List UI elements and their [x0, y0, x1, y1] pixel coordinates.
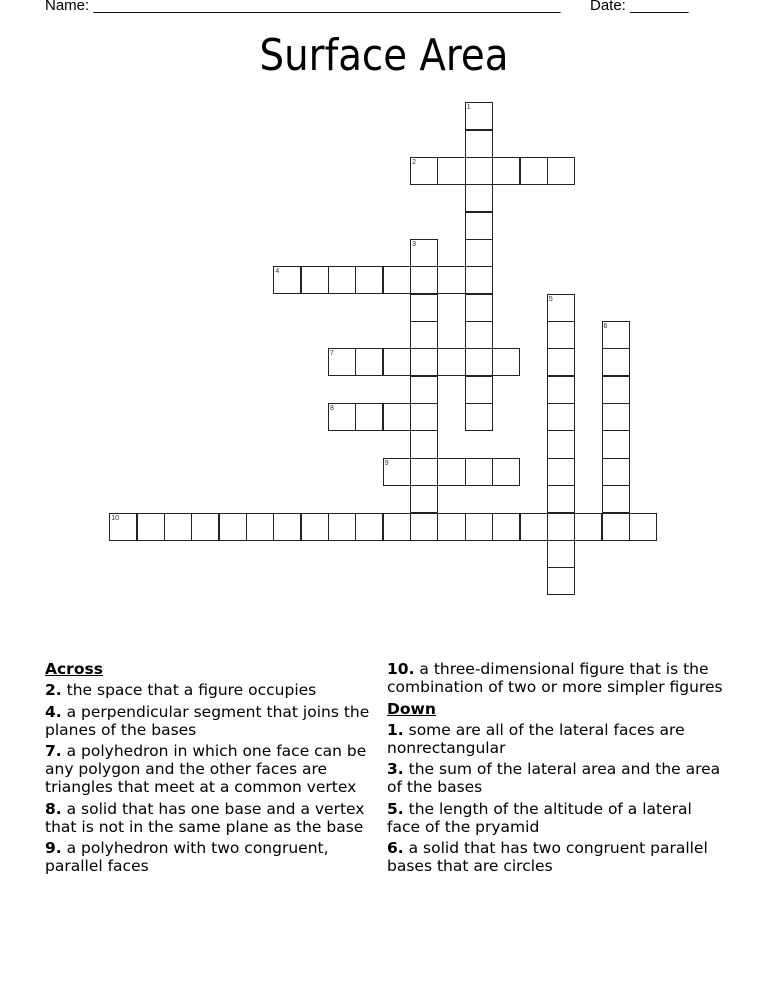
grid-cell[interactable]	[547, 485, 575, 513]
grid-cell[interactable]	[410, 294, 438, 322]
clue-number: 10.	[387, 660, 415, 678]
down-heading: Down	[387, 699, 436, 718]
grid-cell[interactable]	[465, 376, 493, 404]
clue-across-10	[387, 660, 727, 696]
cell-number: 4	[275, 268, 280, 276]
cell-number: 8	[330, 405, 334, 413]
grid-cell[interactable]	[437, 513, 465, 541]
grid-cell[interactable]	[164, 513, 192, 541]
grid-cell[interactable]	[574, 513, 602, 541]
grid-cell[interactable]	[492, 513, 520, 541]
cell-number: 9	[384, 459, 389, 467]
grid-cell[interactable]	[547, 430, 575, 458]
grid-cell[interactable]	[355, 348, 383, 376]
grid-cell[interactable]	[410, 403, 438, 431]
clues-column-right	[387, 660, 727, 879]
grid-cell[interactable]	[410, 376, 438, 404]
cell-number: 2	[412, 158, 416, 166]
grid-cell[interactable]	[191, 513, 219, 541]
grid-cell[interactable]	[301, 266, 329, 294]
grid-cell[interactable]	[328, 403, 356, 431]
grid-cell[interactable]	[273, 266, 301, 294]
clue-number: 8.	[45, 799, 62, 818]
clue-across-2	[45, 681, 385, 699]
grid-cell[interactable]	[383, 348, 411, 376]
clue-down-5	[387, 800, 727, 836]
grid-cell[interactable]	[492, 348, 520, 376]
clue-text: a three-dimensional figure that is the combination of two or more simpler figures	[387, 660, 723, 696]
cell-number: 6	[603, 323, 608, 331]
clue-text: the space that a figure occupies	[66, 681, 317, 699]
clue-number: 9.	[45, 839, 62, 857]
grid-cell[interactable]	[355, 403, 383, 431]
clue-text: the length of the altitude of a lateral face of the pryamid	[387, 799, 692, 836]
grid-cell[interactable]	[410, 157, 438, 185]
grid-cell[interactable]	[465, 239, 493, 267]
clue-down-6	[387, 839, 727, 875]
grid-cell[interactable]	[301, 513, 329, 541]
grid-cell[interactable]	[547, 294, 575, 322]
clue-number: 3.	[387, 760, 404, 778]
grid-cell[interactable]	[602, 458, 630, 486]
grid-cell[interactable]	[547, 513, 575, 541]
grid-cell[interactable]	[547, 376, 575, 404]
cell-number: 7	[330, 350, 334, 358]
grid-cell[interactable]	[328, 266, 356, 294]
grid-cell[interactable]	[437, 348, 465, 376]
grid-cell[interactable]	[465, 212, 493, 240]
grid-cell[interactable]	[547, 157, 575, 185]
grid-cell[interactable]	[602, 348, 630, 376]
clue-number: 5.	[387, 799, 404, 818]
grid-cell[interactable]	[137, 513, 165, 541]
grid-cell[interactable]	[437, 458, 465, 486]
grid-cell[interactable]	[383, 513, 411, 541]
page-title: Surface Area	[259, 30, 509, 81]
cell-number: 10	[111, 514, 120, 522]
name-field-label: Name: ________________________________________________________	[45, 0, 561, 14]
grid-cell[interactable]	[602, 376, 630, 404]
clue-text: a solid that has one base and a vertex that is not in the same plane as the base	[45, 799, 365, 836]
clue-text: a polyhedron with two congruent, parallel faces	[45, 839, 329, 875]
clue-down-1	[387, 721, 727, 757]
grid-cell[interactable]	[465, 458, 493, 486]
clue-number: 4.	[45, 702, 62, 721]
cell-number: 3	[412, 241, 416, 248]
grid-cell[interactable]	[383, 266, 411, 294]
grid-cell[interactable]	[410, 321, 438, 349]
grid-cell[interactable]	[410, 513, 438, 541]
grid-cell[interactable]	[410, 348, 438, 376]
grid-cell[interactable]	[437, 157, 465, 185]
clue-across-4	[45, 703, 385, 739]
clue-across-8	[45, 800, 385, 836]
grid-cell[interactable]	[492, 157, 520, 185]
clue-text: a perpendicular segment that joins the planes of the bases	[45, 702, 370, 739]
grid-cell[interactable]	[410, 239, 438, 267]
grid-cell[interactable]	[410, 430, 438, 458]
clue-text: a polyhedron in which one face can be any polygon and the other faces are triangles that meet at a common vertex	[45, 742, 367, 796]
grid-cell[interactable]	[355, 266, 383, 294]
grid-cell[interactable]	[465, 102, 493, 130]
grid-cell[interactable]	[547, 540, 575, 568]
grid-cell[interactable]	[383, 403, 411, 431]
grid-cell[interactable]	[602, 430, 630, 458]
clue-number: 6.	[387, 839, 404, 857]
grid-cell[interactable]	[465, 321, 493, 349]
grid-cell[interactable]	[629, 513, 657, 541]
grid-cell[interactable]	[246, 513, 274, 541]
grid-cell[interactable]	[465, 130, 493, 158]
grid-cell[interactable]	[410, 485, 438, 513]
grid-cell[interactable]	[547, 403, 575, 431]
cell-number: 1	[466, 104, 471, 112]
grid-cell[interactable]	[383, 458, 411, 486]
grid-cell[interactable]	[547, 321, 575, 349]
grid-cell[interactable]	[602, 321, 630, 349]
grid-cell[interactable]	[547, 567, 575, 595]
grid-cell[interactable]	[465, 294, 493, 322]
grid-cell[interactable]	[109, 513, 137, 541]
clue-text: a solid that has two congruent parallel bases that are circles	[387, 839, 708, 875]
grid-cell[interactable]	[410, 458, 438, 486]
grid-cell[interactable]	[465, 157, 493, 185]
grid-cell[interactable]	[602, 513, 630, 541]
grid-cell[interactable]	[465, 403, 493, 431]
grid-cell[interactable]	[602, 403, 630, 431]
grid-cell[interactable]	[465, 266, 493, 294]
clue-number: 1.	[387, 720, 404, 739]
grid-cell[interactable]	[547, 458, 575, 486]
clue-across-9	[45, 839, 385, 875]
grid-cell[interactable]	[328, 513, 356, 541]
clue-across-7	[45, 742, 385, 796]
clue-number: 2.	[45, 681, 62, 699]
clues-column-left	[45, 660, 385, 879]
grid-cell[interactable]	[492, 458, 520, 486]
cell-number: 5	[548, 295, 553, 303]
grid-cell[interactable]	[273, 513, 301, 541]
date-field-label: Date: _______	[590, 0, 689, 14]
clue-text: the sum of the lateral area and the area of the bases	[387, 760, 721, 796]
clue-number: 7.	[45, 742, 62, 760]
grid-cell[interactable]	[520, 157, 548, 185]
grid-cell[interactable]	[465, 348, 493, 376]
grid-cell[interactable]	[328, 348, 356, 376]
grid-cell[interactable]	[520, 513, 548, 541]
clue-text: some are all of the lateral faces are nonrectangular	[387, 720, 685, 757]
grid-cell[interactable]	[355, 513, 383, 541]
grid-cell[interactable]	[465, 184, 493, 212]
grid-cell[interactable]	[602, 485, 630, 513]
grid-cell[interactable]	[437, 266, 465, 294]
across-heading: Across	[45, 660, 103, 678]
grid-cell[interactable]	[410, 266, 438, 294]
clue-down-3	[387, 760, 727, 796]
grid-cell[interactable]	[465, 513, 493, 541]
grid-cell[interactable]	[547, 348, 575, 376]
grid-cell[interactable]	[219, 513, 247, 541]
